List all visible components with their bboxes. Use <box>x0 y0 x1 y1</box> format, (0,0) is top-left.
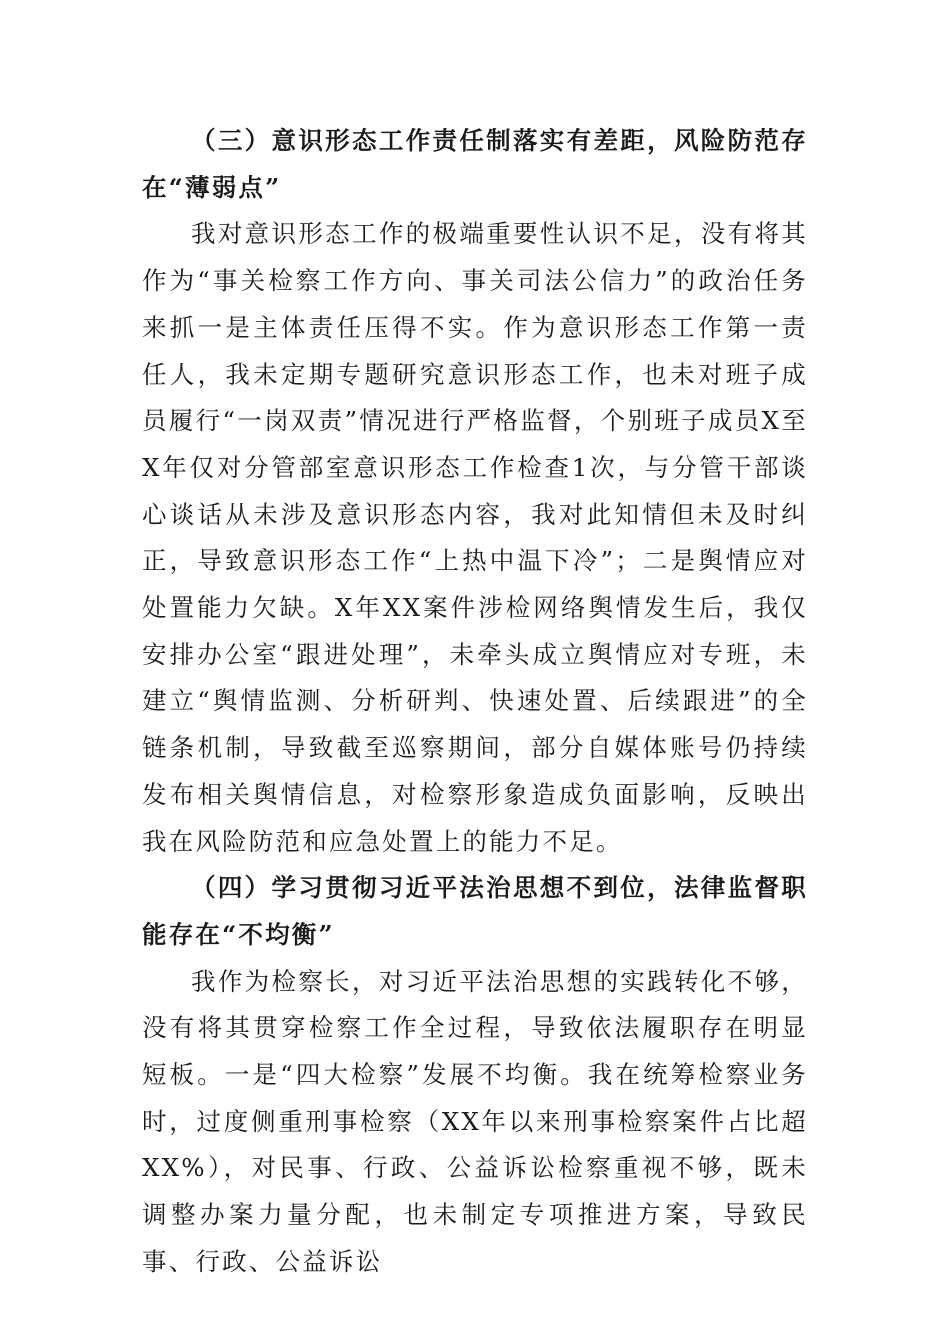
section-3-heading: （三）意识形态工作责任制落实有差距，风险防范存在“薄弱点” <box>142 126 808 202</box>
section-4-heading: （四）学习贯彻习近平法治思想不到位，法律监督职能存在“不均衡” <box>142 873 808 949</box>
section-4-body: 我作为检察长，对习近平法治思想的实践转化不够，没有将其贯穿检察工作全过程，导致依法履职存在明显短板。一是“四大检察”发展不均衡。我在统筹检察业务时，过度侧重刑事检察（XX年以来刑事检察案件占比超XX%），对民事、行政、公益诉讼检察重视不够，既未调整办案力量分配，也未制定专项推进方案，导致民事、行政、公益诉讼 <box>142 966 808 1276</box>
section-3-body: 我对意识形态工作的极端重要性认识不足，没有将其作为“事关检察工作方向、事关司法公信力”的政治任务来抓一是主体责任压得不实。作为意识形态工作第一责任人，我未定期专题研究意识形态工作，也未对班子成员履行“一岗双责”情况进行严格监督，个别班子成员X至X年仅对分管部室意识形态工作检查1次，与分管干部谈心谈话从未涉及意识形态内容，我对此知情但未及时纠正，导致意识形态工作“上热中温下冷”；二是舆情应对处置能力欠缺。X年XX案件涉检网络舆情发生后，我仅安排办公室“跟进处理”，未牵头成立舆情应对专班，未建立“舆情监测、分析研判、快速处置、后续跟进”的全链条机制，导致截至巡察期间，部分自媒体账号仍持续发布相关舆情信息，对检察形象造成负面影响，反映出我在风险防范和应急处置上的能力不足。 <box>142 219 808 856</box>
